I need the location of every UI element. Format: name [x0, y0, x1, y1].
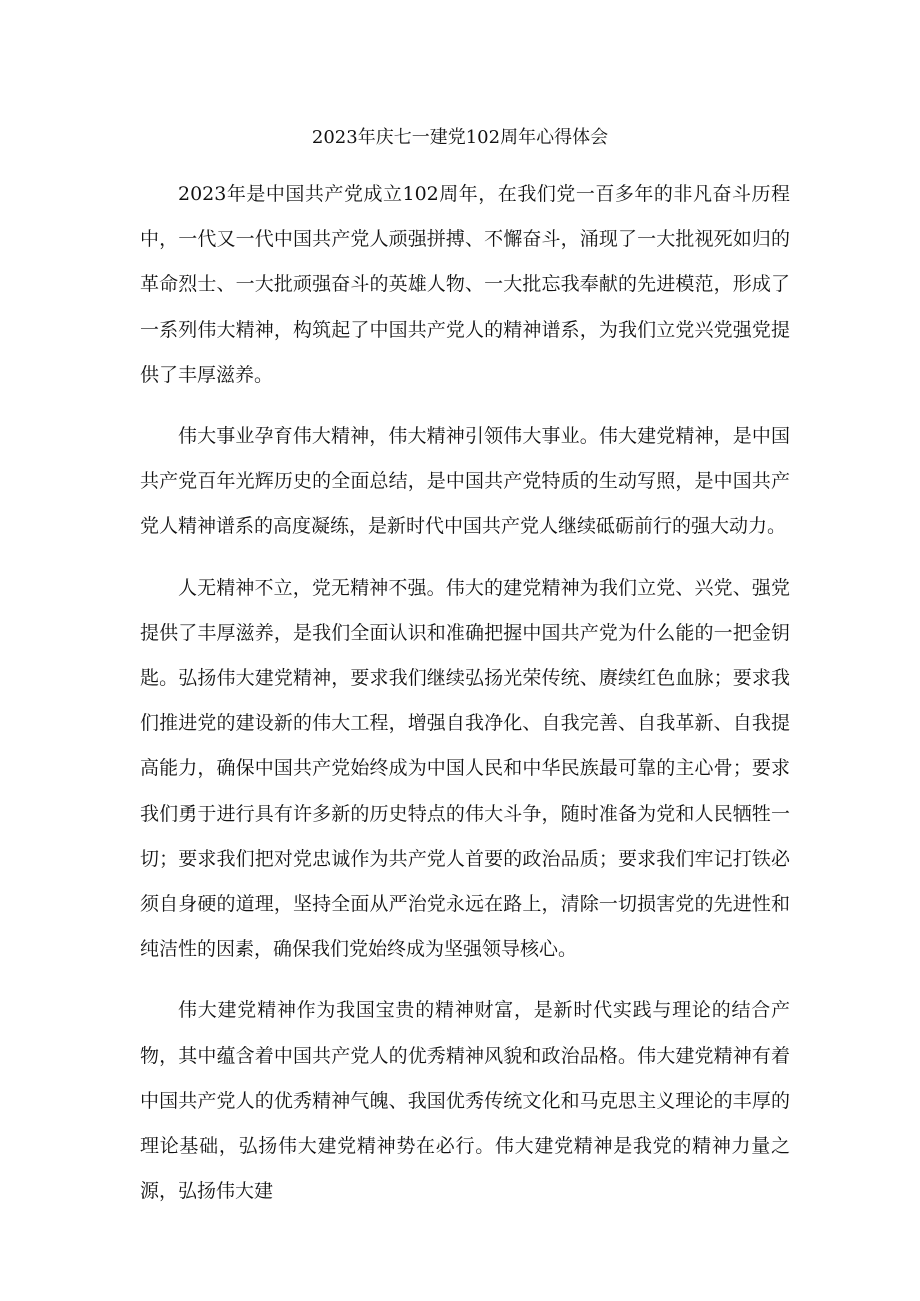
- paragraph-1: 2023年是中国共产党成立102周年，在我们党一百多年的非凡奋斗历程中，一代又一代中国共产党人顽强拼搏、不懈奋斗，涌现了一大批视死如归的革命烈士、一大批顽强奋斗的英雄人物、一大批忘我奉献的先进模范，形成了一系列伟大精神，构筑起了中国共产党人的精神谱系，为我们立党兴党强党提供了丰厚滋养。: [140, 183, 790, 386]
- document-body: [140, 172, 790, 1230]
- paragraph-4: 伟大建党精神作为我国宝贵的精神财富，是新时代实践与理论的结合产物，其中蕴含着中国共产党人的优秀精神风貌和政治品格。伟大建党精神有着中国共产党人的优秀精神气魄、我国优秀传统文化和马克思主义理论的丰厚的理论基础，弘扬伟大建党精神势在必行。伟大建党精神是我党的精神力量之源，弘扬伟大建: [140, 999, 790, 1203]
- paragraph-2: 伟大事业孕育伟大精神，伟大精神引领伟大事业。伟大建党精神，是中国共产党百年光辉历史的全面总结，是中国共产党特质的生动写照，是中国共产党人精神谱系的高度凝练，是新时代中国共产党人继续砥砺前行的强大动力。: [140, 425, 790, 538]
- paragraph-3: 人无精神不立，党无精神不强。伟大的建党精神为我们立党、兴党、强党提供了丰厚滋养，是我们全面认识和准确把握中国共产党为什么能的一把金钥匙。弘扬伟大建党精神，要求我们继续弘扬光荣传统、赓续红色血脉；要求我们推进党的建设新的伟大工程，增强自我净化、自我完善、自我革新、自我提高能力，确保中国共产党始终成为中国人民和中华民族最可靠的主心骨；要求我们勇于进行具有许多新的历史特点的伟大斗争，随时准备为党和人民牺牲一切；要求我们把对党忠诚作为共产党人首要的政治品质；要求我们牢记打铁必须自身硬的道理，坚持全面从严治党永远在路上，清除一切损害党的先进性和纯洁性的因素，确保我们党始终成为坚强领导核心。: [140, 576, 790, 961]
- document-title: 2023年庆七一建党102周年心得体会: [311, 127, 609, 148]
